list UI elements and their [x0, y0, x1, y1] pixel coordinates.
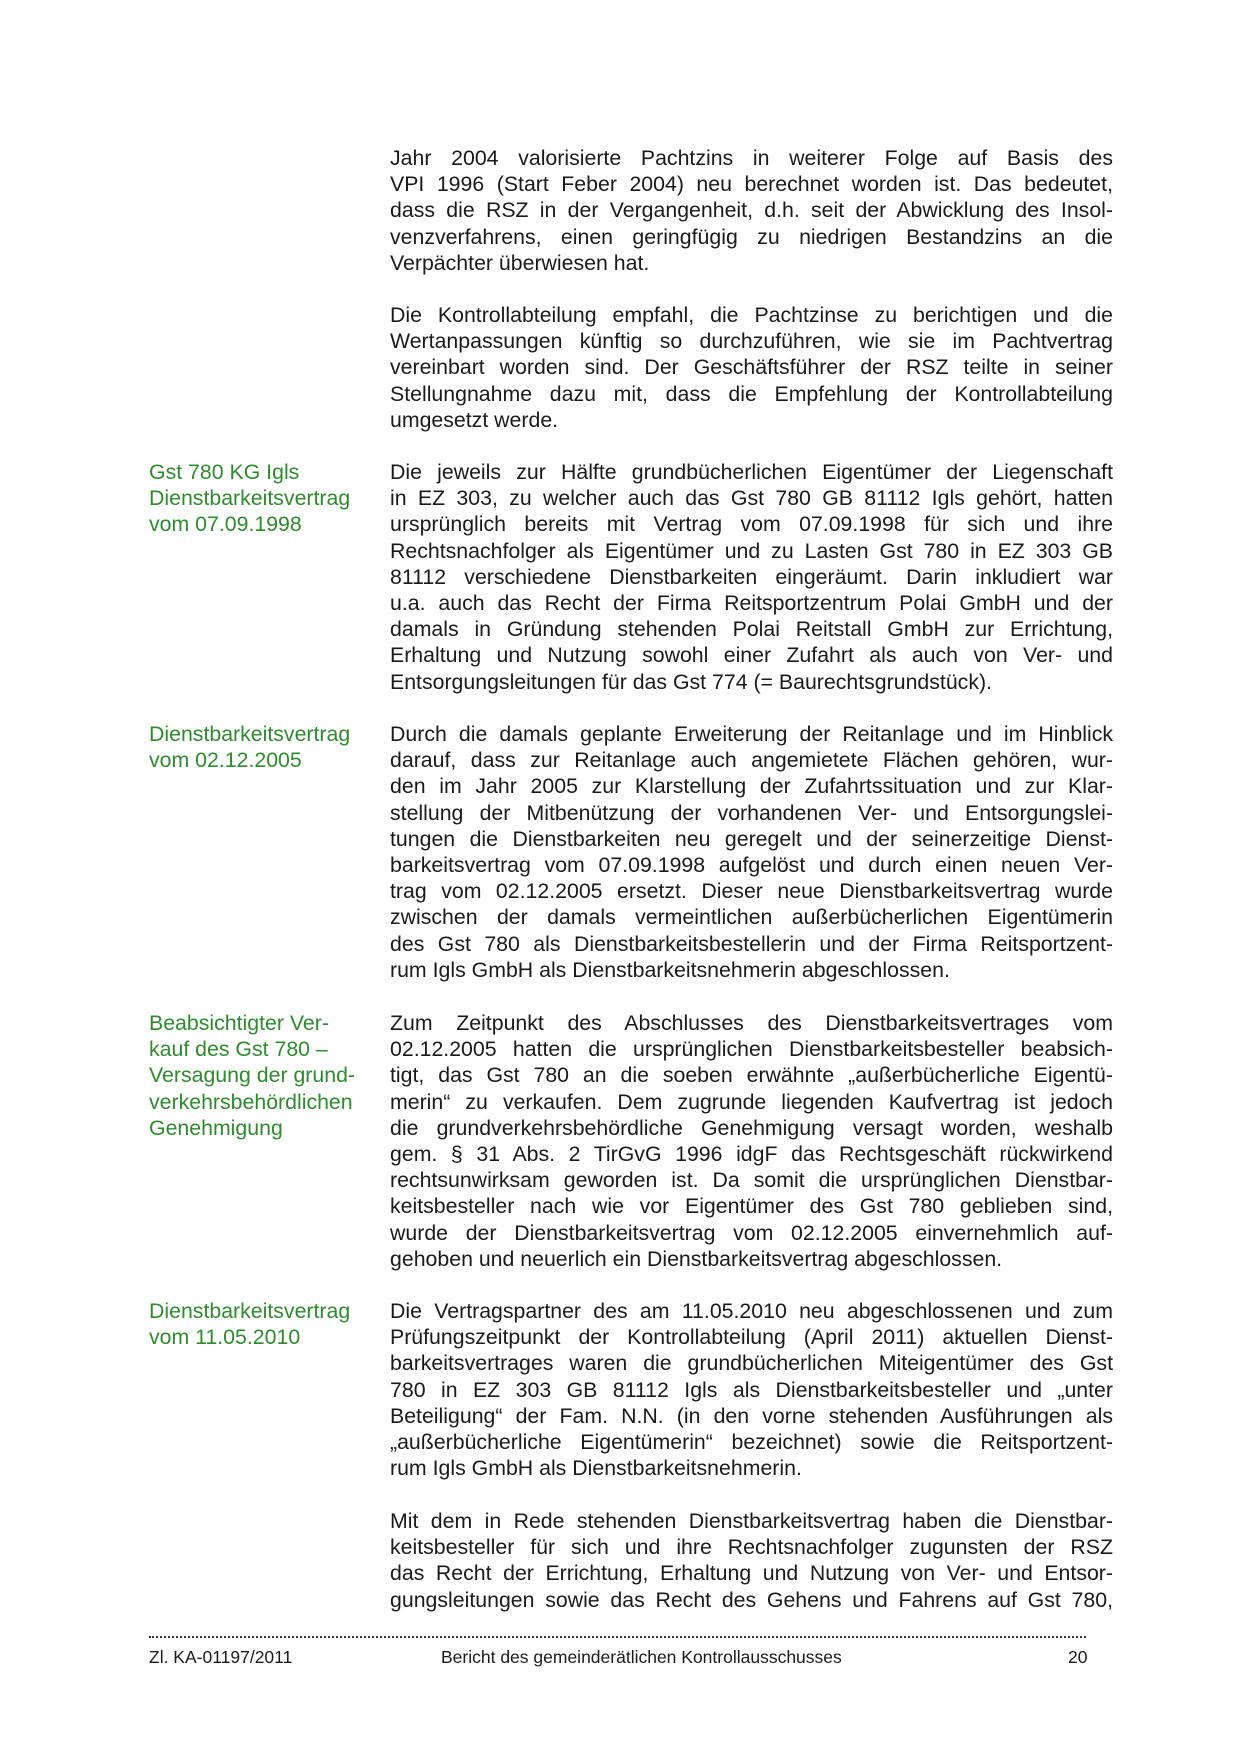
margin-note-line: verkehrsbehördlichen: [149, 1089, 353, 1114]
text-line: keitsbesteller für sich und ihre Rechtsnachfolger zugunsten der RSZ: [390, 1535, 1113, 1560]
text-line: Die jeweils zur Hälfte grundbücherlichen Eigentümer der Liegenschaft: [390, 460, 1113, 484]
margin-note-line: vom 02.12.2005: [149, 748, 302, 773]
text-line: Jahr 2004 valorisierte Pachtzins in weiterer Folge auf Basis des: [390, 146, 1113, 170]
margin-note-line: vom 11.05.2010: [149, 1325, 301, 1350]
text-line: vereinbart worden sind. Der Geschäftsführer der RSZ teilte in seiner: [390, 355, 1113, 380]
text-line: darauf, dass zur Reitanlage auch angemietete Flächen gehören, wur-: [390, 748, 1113, 773]
text-line: 02.12.2005 hatten die ursprünglichen Dienstbarkeitsbesteller beabsich-: [390, 1037, 1113, 1062]
paragraph-2: [390, 302, 1113, 433]
text-line: Wertanpassungen künftig so durchzuführen, wie sie im Pachtvertrag: [390, 329, 1113, 354]
margin-note-verkauf: [149, 1010, 379, 1141]
text-line: stellung der Mitbenützung der vorhandenen Ver- und Entsorgungslei-: [390, 800, 1113, 825]
text-line: in EZ 303, zu welcher auch das Gst 780 GB 81112 Igls gehört, hatten: [390, 486, 1113, 511]
text-line: rum Igls GmbH als Dienstbarkeitsnehmerin.: [390, 1456, 802, 1481]
page-number: 20: [1068, 1647, 1088, 1667]
text-line: Erhaltung und Nutzung sowohl einer Zufahrt als auch von Ver- und: [390, 643, 1113, 668]
text-line: 81112 verschiedene Dienstbarkeiten eingeräumt. Darin inkludiert war: [390, 564, 1113, 589]
text-line: Zum Zeitpunkt des Abschlusses des Dienstbarkeitsvertrages vom: [390, 1011, 1113, 1035]
margin-note-gst-780: [149, 459, 379, 538]
margin-note-line: kauf des Gst 780 –: [149, 1037, 328, 1062]
text-line: gehoben und neuerlich ein Dienstbarkeitsvertrag abgeschlossen.: [390, 1246, 1003, 1271]
text-line: den im Jahr 2005 zur Klarstellung der Zufahrtssituation und zur Klar-: [390, 774, 1113, 799]
text-line: „außerbücherliche Eigentümerin“ bezeichnet) sowie die Reitsportzent-: [390, 1429, 1113, 1454]
text-line: gem. § 31 Abs. 2 TirGvG 1996 idgF das Rechtsgeschäft rückwirkend: [390, 1141, 1113, 1166]
text-line: des Gst 780 als Dienstbarkeitsbestellerin und der Firma Reitsportzent-: [390, 931, 1113, 956]
text-line: Mit dem in Rede stehenden Dienstbarkeitsvertrag haben die Dienstbar-: [390, 1509, 1113, 1533]
text-line: merin“ zu verkaufen. Dem zugrunde liegenden Kaufvertrag ist jedoch: [390, 1089, 1113, 1114]
margin-note-line: Dienstbarkeitsvertrag: [149, 486, 351, 511]
margin-note-line: Gst 780 KG Igls: [149, 460, 300, 484]
paragraph-1: [390, 145, 1113, 276]
text-line: rum Igls GmbH als Dienstbarkeitsnehmerin abgeschlossen.: [390, 957, 950, 982]
text-line: umgesetzt werde.: [390, 407, 559, 432]
text-line: dass die RSZ in der Vergangenheit, d.h. seit der Abwicklung des Insol-: [390, 198, 1113, 223]
text-line: Durch die damals geplante Erweiterung der Reitanlage und im Hinblick: [390, 722, 1113, 746]
paragraph-7: [390, 1508, 1113, 1613]
margin-note-vertrag-2005: [149, 721, 379, 773]
footer-reference: Zl. KA-01197/2011: [149, 1647, 293, 1667]
paragraph-6: [390, 1298, 1113, 1481]
text-line: Entsorgungsleitungen für das Gst 774 (= Baurechtsgrundstück).: [390, 669, 992, 694]
margin-note-line: Genehmigung: [149, 1115, 283, 1140]
text-line: ursprünglich bereits mit Vertrag vom 07.09.1998 für sich und ihre: [390, 512, 1113, 537]
text-line: barkeitsvertrages waren die grundbücherlichen Miteigentümer des Gst: [390, 1351, 1113, 1376]
text-line: keitsbesteller nach wie vor Eigentümer des Gst 780 geblieben sind,: [390, 1194, 1113, 1219]
text-line: gungsleitungen sowie das Recht des Gehens und Fahrens auf Gst 780,: [390, 1587, 1113, 1612]
text-line: barkeitsvertrag vom 07.09.1998 aufgelöst und durch einen neuen Ver-: [390, 852, 1113, 877]
text-line: VPI 1996 (Start Feber 2004) neu berechnet worden ist. Das bedeutet,: [390, 172, 1113, 197]
margin-note-line: Beabsichtigter Ver-: [149, 1011, 329, 1035]
text-line: Die Kontrollabteilung empfahl, die Pachtzinse zu berichtigen und die: [390, 303, 1113, 327]
text-line: venzverfahrens, einen geringfügig zu niedrigen Bestandzins an die: [390, 224, 1113, 249]
paragraph-4: [390, 721, 1113, 983]
text-line: tigt, das Gst 780 an die soeben erwähnte „außerbücherliche Eigentü-: [390, 1063, 1113, 1088]
margin-note-line: vom 07.09.1998: [149, 512, 302, 537]
text-line: rechtsunwirksam geworden ist. Da somit die ursprünglichen Dienstbar-: [390, 1168, 1113, 1193]
text-line: Die Vertragspartner des am 11.05.2010 neu abgeschlossenen und zum: [390, 1299, 1113, 1323]
margin-note-line: Dienstbarkeitsvertrag: [149, 722, 351, 746]
text-line: Beteiligung“ der Fam. N.N. (in den vorne stehenden Ausführungen als: [390, 1403, 1113, 1428]
margin-note-line: Versagung der grund-: [149, 1063, 356, 1088]
text-line: Rechtsnachfolger als Eigentümer und zu Lasten Gst 780 in EZ 303 GB: [390, 538, 1113, 563]
text-line: wurde der Dienstbarkeitsvertrag vom 02.12.2005 einvernehmlich auf-: [390, 1220, 1113, 1245]
text-line: trag vom 02.12.2005 ersetzt. Dieser neue Dienstbarkeitsvertrag wurde: [390, 879, 1113, 904]
text-line: damals in Gründung stehenden Polai Reitstall GmbH zur Errichtung,: [390, 617, 1113, 642]
footer-title: Bericht des gemeinderätlichen Kontrollausschusses: [441, 1647, 842, 1667]
text-line: die grundverkehrsbehördliche Genehmigung versagt worden, weshalb: [390, 1115, 1113, 1140]
paragraph-5: [390, 1010, 1113, 1272]
text-line: zwischen der damals vermeintlichen außerbücherlichen Eigentümerin: [390, 905, 1113, 930]
text-line: Prüfungszeitpunkt der Kontrollabteilung (April 2011) aktuellen Dienst-: [390, 1325, 1113, 1350]
paragraph-3: [390, 459, 1113, 695]
text-line: Stellungnahme dazu mit, dass die Empfehlung der Kontrollabteilung: [390, 381, 1113, 406]
text-line: 780 in EZ 303 GB 81112 Igls als Dienstbarkeitsbesteller und „unter: [390, 1377, 1113, 1402]
margin-note-vertrag-2010: [149, 1298, 379, 1350]
text-line: tungen die Dienstbarkeiten neu geregelt und der seinerzeitige Dienst-: [390, 826, 1113, 851]
text-line: Verpächter überwiesen hat.: [390, 250, 650, 275]
footer-divider: [149, 1636, 1086, 1638]
margin-note-line: Dienstbarkeitsvertrag: [149, 1299, 351, 1323]
text-line: das Recht der Errichtung, Erhaltung und Nutzung von Ver- und Entsor-: [390, 1561, 1113, 1586]
text-line: u.a. auch das Recht der Firma Reitsportzentrum Polai GmbH und der: [390, 590, 1113, 615]
